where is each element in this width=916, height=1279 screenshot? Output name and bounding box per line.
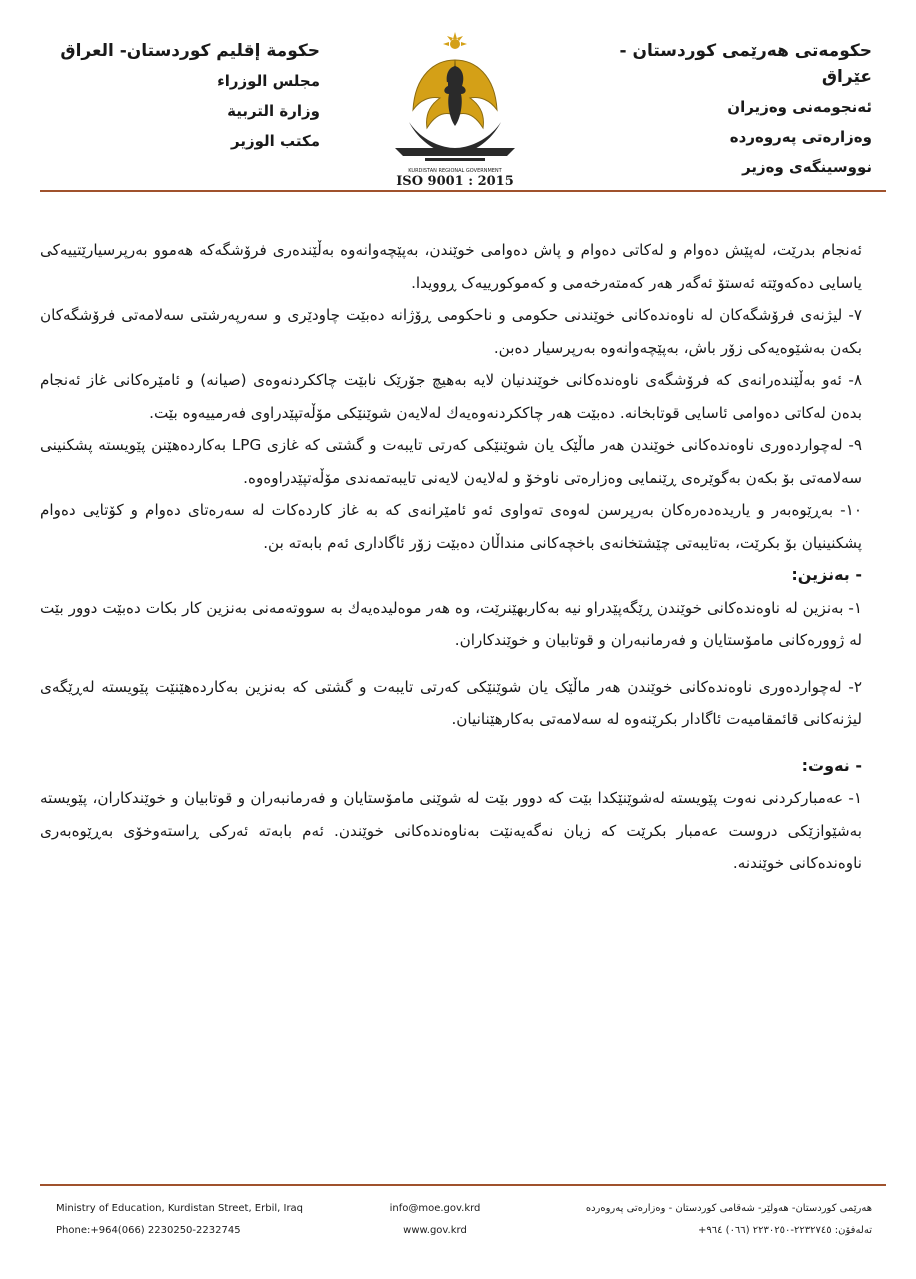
footer-website[interactable]: www.gov.krd xyxy=(403,1225,467,1236)
kurdish-header xyxy=(572,38,872,180)
krg-emblem-icon xyxy=(385,30,525,180)
footer-divider xyxy=(40,1184,886,1186)
kurdish-ministry: وەزارەتی پەروەردە xyxy=(729,128,872,146)
footer-contact xyxy=(380,1198,490,1242)
emblem-caption: KURDISTAN REGIONAL GOVERNMENT xyxy=(408,168,502,174)
section-heading-gasoline: - بەنزین: xyxy=(791,565,862,584)
footer-address: Ministry of Education, Kurdistan Street, Erbil, Iraq xyxy=(56,1203,304,1214)
footer-kurdish xyxy=(586,1198,872,1242)
paragraph-10: ١٠- بەڕێوەبەر و یاریدەدەرەكان بەرپرسن لەوەی تەواوی ئەو ئامێرانەی كە بە غاز كاردەكات لە سەرەتای دەوام و كۆتایی دەوام پشكنینیان بۆ بكرێت، بەتایبەتی چێشتخانەی باخچەكانی منداڵان دەبێت زۆر ئاگاداری ئەم بابەتە بن. xyxy=(40,501,862,552)
arabic-header xyxy=(60,38,320,154)
paragraph-7: ٧- لیژنەی فرۆشگەكان لە ناوەندەكانی خوێندنی حكومی و ناحكومی ڕۆژانە دەبێت چاودێری و سەرپەرشتی سەلامەتی فرۆشگەكان بكەن بەشێوەیەكی زۆر باش، بەپێچەوانەوە بەرپرسیار دەبن. xyxy=(40,306,862,357)
footer-phone: Phone:+964(066) 2230250-2232745 xyxy=(56,1225,241,1236)
paragraph-1: ئەنجام بدرێت، لەپێش دەوام و لەكاتی دەوام و پاش دەوامی خوێندن، بەپێچەوانەوە بەڵێندەری فرۆشگەكە هەموو بەرپرسیارێتییەكی یاسایی دەكەوێتە ئەستۆ ئەگەر هەر كەمتەرخەمی و كەموكورییەک ڕوویدا. xyxy=(40,241,862,292)
arabic-office: مكتب الوزير xyxy=(230,132,320,150)
footer-english xyxy=(56,1198,303,1242)
kurdish-office: نووسینگەی وەزیر xyxy=(742,158,872,176)
footer-kurdish-address: هەرێمی كوردستان- هەولێر- شەقامی كوردستان - وەزارەتی پەروەردە xyxy=(585,1203,872,1214)
paragraph-8: ٨- ئەو بەڵێندەرانەی كە فرۆشگەی ناوەندەكانی خوێندنیان لایە بەهیچ جۆرێک نابێت چاككردنەوەی (صیانە) و ئامێرەكانی غاز ئەنجام بدەن لەكاتی دەوامی ئاسایی قوتابخانە. دەبێت هەر چاككردنەوەیەك لەلایەن شوێنێكی مۆڵەتپێدراوی فەرمییەوە بێت. xyxy=(40,371,862,422)
header-divider xyxy=(40,190,886,192)
kerosene-item-1: ١- عەمباركردنی نەوت پێویستە لەشوێنێكدا بێت كە دوور بێت لە شوێنی مامۆستایان و فەرمانبەران و قوتابیان و خوێندكاران، پێویستە بەشێوازێكی دروست عەمبار بكرێت كە زیان نەگەیەنێت بەناوەندەكانی خوێندن. ئەم بابەتە ئەركی ڕاستەوخۆی بەڕێوەبەری ناوەندەكانی خوێندنە. xyxy=(40,789,862,872)
kurdish-council: ئەنجومەنی وەزیران xyxy=(727,98,872,116)
arabic-council: مجلس الوزراء xyxy=(217,72,320,90)
gasoline-item-1: ١- بەنزین لە ناوەندەكانی خوێندن ڕێگەپێدراو نیە بەكاربهێنرێت، وە هەر موەلیدەیەك بە سووتەمەنی بەنزین كار بكات دەبێت دوور بێت لە ژوورەكانی مامۆستایان و فەرمانبەران و قوتابیان و خوێندكاران. xyxy=(40,598,862,649)
iso-certification: ISO 9001 : 2015 xyxy=(396,174,514,189)
gasoline-item-2: ٢- لەچواردەوری ناوەندەكانی خوێندن هەر ماڵێک یان شوێنێكی كەرتی تایبەت و گشتی كە بەنزین بەكاردەهێنێت پێویستە لەڕێگەی لیژنەكانی قائمقامیەت ئاگادار بكرێنەوە لە سەلامەتی بەكارهێنانیان. xyxy=(40,677,862,728)
kurdish-gov-title: حكومەتی هەرێمی كوردستان - عێراق xyxy=(619,41,872,87)
document-body xyxy=(40,234,862,880)
footer-email[interactable]: info@moe.gov.krd xyxy=(389,1203,481,1214)
footer-kurdish-phone: تەلەفۆن: ٢٢٣٢٧٤٥-٢٢٣٠٢٥٠ (٠٦٦) ٩٦٤+ xyxy=(697,1225,872,1236)
arabic-gov-title: حكومة إقليم كوردستان- العراق xyxy=(60,41,320,61)
arabic-ministry: وزارة التربية xyxy=(227,102,320,120)
paragraph-9: ٩- لەچواردەوری ناوەندەكانی خوێندن هەر ماڵێک یان شوێنێكی كەرتی تایبەت و گشتی كە غازی LPG بەكاردەهێنن پێویستە پشكنینی سەلامەتی بۆ بكەن بەگوێرەی ڕێنمایی وەزارەتی ناوخۆ و لەلایەن لایەنی تایبەتمەندی مۆڵەتپێدراوەوە. xyxy=(40,436,862,487)
section-heading-kerosene: - نەوت: xyxy=(801,755,862,775)
